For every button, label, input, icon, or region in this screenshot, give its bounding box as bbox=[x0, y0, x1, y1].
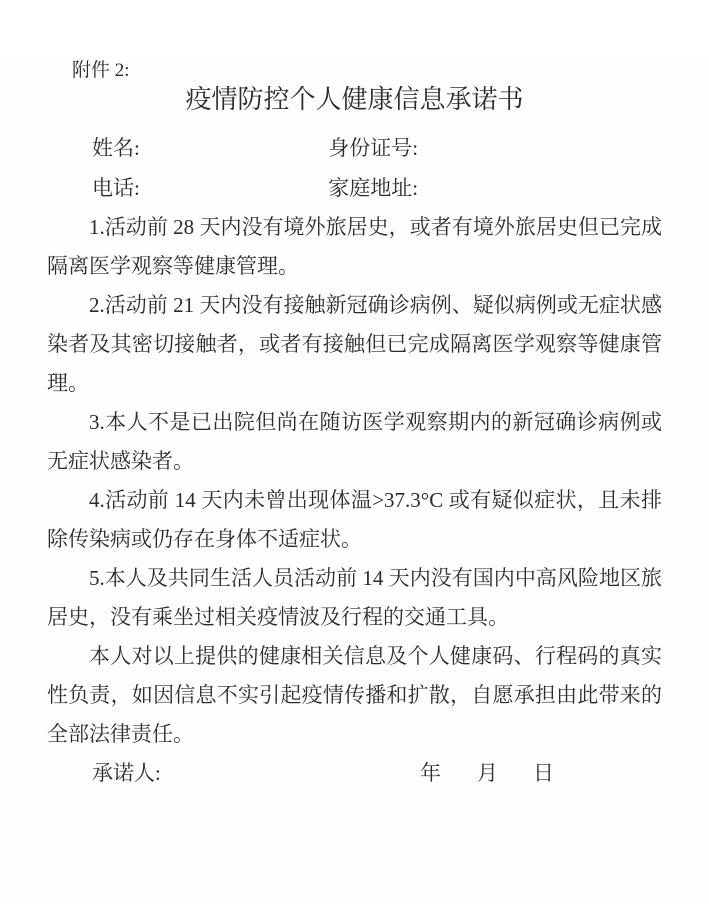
paragraph-3 bbox=[47, 403, 662, 481]
committer-label: 承诺人: bbox=[92, 761, 161, 785]
paragraph-4 bbox=[47, 481, 662, 559]
text-line: 除传染病或仍存在身体不适症状。 bbox=[47, 527, 362, 551]
field-row-phone-address bbox=[92, 168, 709, 208]
day-label: 日 bbox=[533, 761, 554, 785]
document-title: 疫情防控个人健康信息承诺书 bbox=[185, 85, 524, 114]
text-line: 性负责，如因信息不实引起疫情传播和扩散，自愿承担由此带来的 bbox=[47, 683, 662, 707]
text-line: 4.活动前 14 天内未曾出现体温>37.3°C 或有疑似症状，且未排 bbox=[89, 488, 662, 512]
text-line: 2.活动前 21 天内没有接触新冠确诊病例、疑似病例或无症状感 bbox=[89, 293, 662, 317]
field-row-name-id bbox=[92, 128, 709, 168]
text-line: 隔离医学观察等健康管理。 bbox=[47, 254, 299, 278]
text-line: 1.活动前 28 天内没有境外旅居史，或者有境外旅居史但已完成 bbox=[89, 215, 662, 239]
id-number-field-label: 身份证号: bbox=[328, 136, 419, 160]
health-commitment-document bbox=[0, 60, 709, 904]
month-label: 月 bbox=[477, 761, 498, 785]
phone-field-label: 电话: bbox=[92, 176, 140, 200]
document-body bbox=[47, 208, 662, 793]
name-field-label: 姓名: bbox=[92, 136, 140, 160]
paragraph-2 bbox=[47, 286, 662, 403]
address-field-label: 家庭地址: bbox=[328, 176, 419, 200]
paragraph-1 bbox=[47, 208, 662, 286]
text-line: 5.本人及共同生活人员活动前 14 天内没有国内中高风险地区旅 bbox=[89, 566, 662, 590]
text-line: 居史，没有乘坐过相关疫情波及行程的交通工具。 bbox=[47, 605, 509, 629]
signature-row bbox=[47, 754, 662, 793]
text-line: 本人对以上提供的健康相关信息及个人健康码、行程码的真实 bbox=[89, 644, 662, 668]
info-fields bbox=[92, 128, 709, 208]
text-line: 无症状感染者。 bbox=[47, 449, 194, 473]
text-line: 3.本人不是已出院但尚在随访医学观察期内的新冠确诊病例或 bbox=[89, 410, 662, 434]
text-line: 全部法律责任。 bbox=[47, 722, 194, 746]
year-label: 年 bbox=[420, 761, 441, 785]
paragraph-commitment bbox=[47, 637, 662, 754]
attachment-label: 附件 2: bbox=[72, 60, 130, 81]
text-line: 染者及其密切接触者，或者有接触但已完成隔离医学观察等健康管 bbox=[47, 332, 662, 356]
paragraph-5 bbox=[47, 559, 662, 637]
text-line: 理。 bbox=[47, 371, 89, 395]
